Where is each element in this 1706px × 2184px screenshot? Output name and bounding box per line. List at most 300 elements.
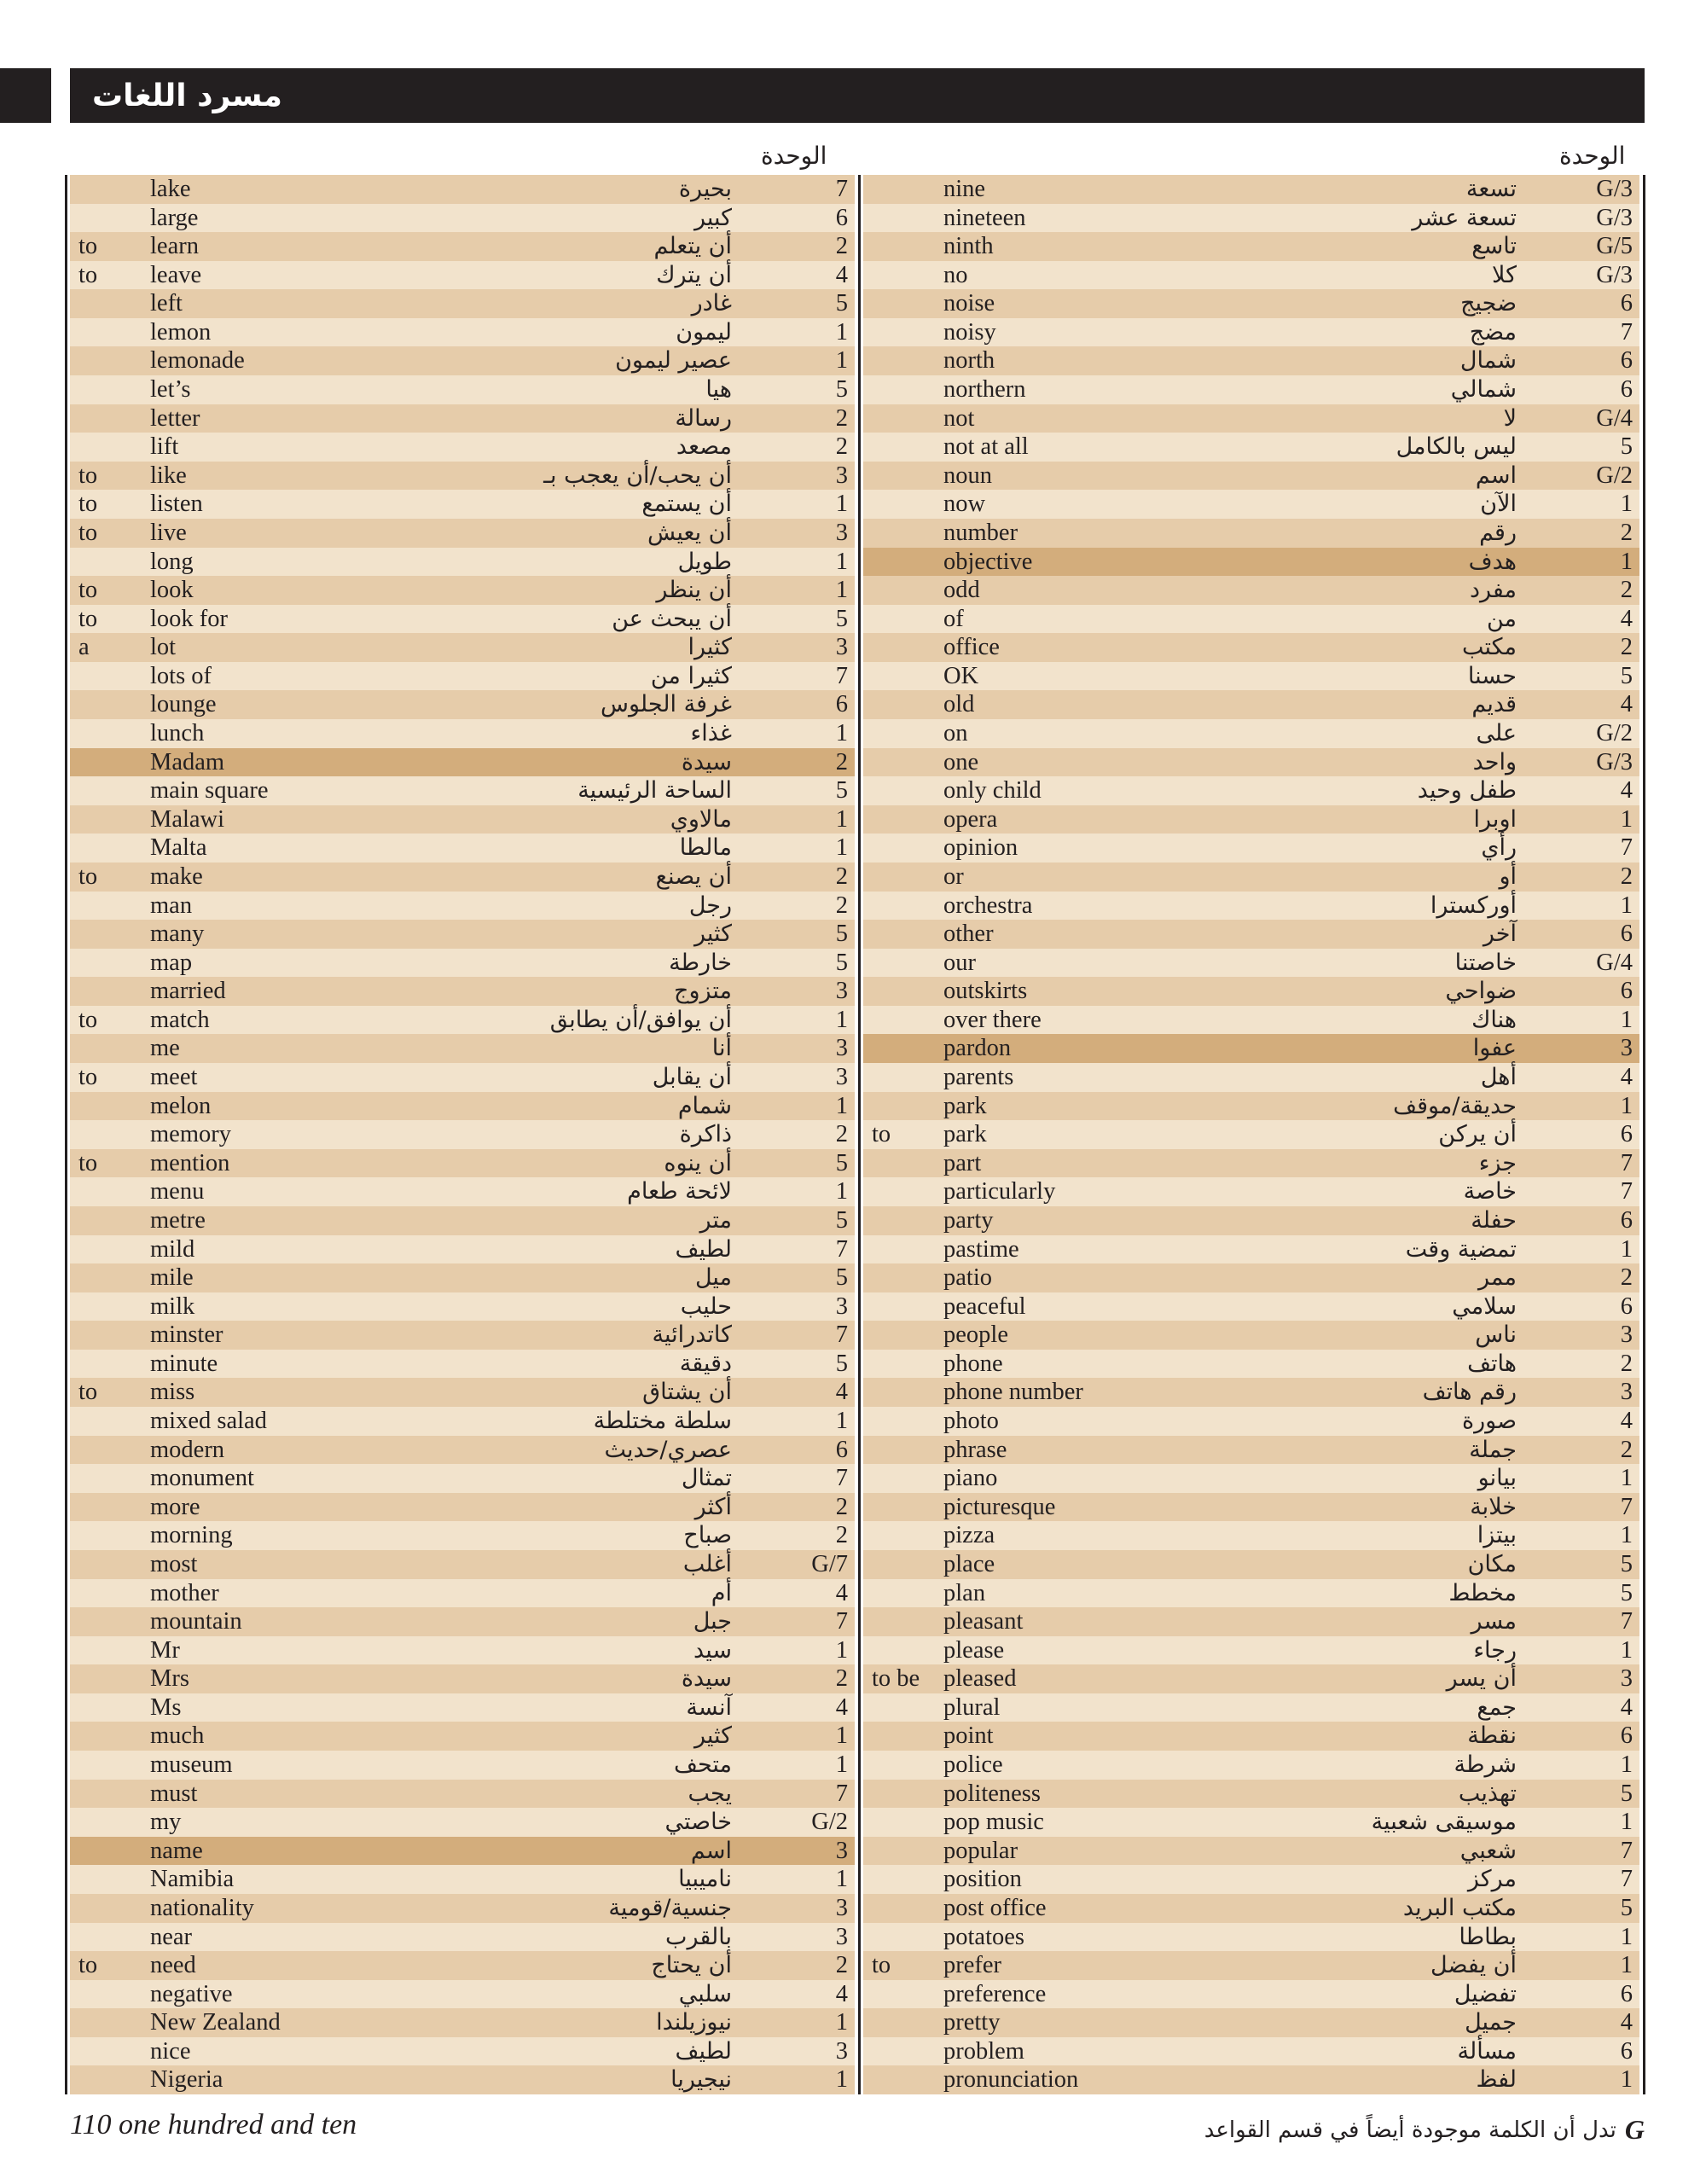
vocab-row (863, 776, 1639, 805)
arabic-translation: أنا (711, 1035, 732, 1062)
arabic-translation: على (1476, 720, 1517, 747)
english-word: objective (943, 548, 1033, 575)
english-word: pleased (943, 1665, 1017, 1693)
english-word: phone number (943, 1379, 1083, 1406)
english-word: minute (150, 1350, 218, 1377)
arabic-translation: حفلة (1471, 1206, 1517, 1234)
unit-number: 4 (835, 1980, 848, 2007)
english-word: live (150, 519, 187, 546)
english-word: Namibia (150, 1866, 235, 1893)
unit-number: 2 (1620, 1350, 1633, 1377)
english-word: opera (943, 805, 998, 833)
unit-number: 3 (1620, 1379, 1633, 1406)
arabic-translation: صورة (1461, 1408, 1517, 1435)
vocab-row (70, 662, 855, 691)
vocab-row (70, 375, 855, 404)
arabic-translation: خلابة (1470, 1493, 1517, 1520)
vocab-row (863, 2008, 1639, 2037)
vocab-row (863, 404, 1639, 433)
unit-number: 5 (835, 949, 848, 976)
unit-number: 3 (835, 519, 848, 546)
arabic-translation: مضج (1469, 318, 1517, 346)
vocab-row (863, 462, 1639, 491)
vocab-row (863, 1263, 1639, 1292)
unit-number: 1 (835, 577, 848, 604)
arabic-translation: مسألة (1457, 2037, 1517, 2065)
english-word: mixed salad (150, 1408, 267, 1435)
english-word: milk (150, 1292, 195, 1320)
unit-number: 1 (835, 318, 848, 346)
unit-number: 6 (1620, 2037, 1633, 2065)
unit-number: 1 (1620, 892, 1633, 919)
english-word: over there (943, 1006, 1042, 1033)
english-word: piano (943, 1465, 998, 1492)
unit-number: 3 (835, 634, 848, 661)
vocab-row (863, 977, 1639, 1006)
grammar-note-text: تدل أن الكلمة موجودة أيضاً في قسم القواعد (1204, 2117, 1616, 2143)
prefix-word: to (78, 462, 98, 489)
vocab-row (70, 346, 855, 375)
arabic-translation: مسر (1471, 1608, 1517, 1635)
vocab-row (70, 2008, 855, 2037)
unit-number: 4 (1620, 605, 1633, 632)
vocab-row (70, 1493, 855, 1522)
unit-number: 5 (835, 376, 848, 404)
arabic-translation: واحد (1472, 748, 1517, 775)
arabic-translation: كثير (693, 921, 732, 948)
unit-number: 7 (835, 176, 848, 202)
arabic-translation: تسعة (1465, 176, 1517, 202)
arabic-translation: غادر (691, 290, 732, 317)
english-word: my (150, 1809, 182, 1836)
unit-number: 1 (1620, 491, 1633, 518)
prefix-word: to (872, 1952, 891, 1979)
arabic-translation: نيوزيلندا (656, 2009, 732, 2036)
unit-number: 7 (1620, 318, 1633, 346)
vocab-row (70, 204, 855, 233)
arabic-translation: مكان (1467, 1550, 1517, 1577)
english-word: not (943, 404, 975, 432)
unit-number: 2 (835, 863, 848, 890)
unit-number: 4 (1620, 2009, 1633, 2036)
prefix-word: to (78, 1006, 98, 1033)
arabic-translation: كلا (1492, 261, 1517, 288)
unit-number: G/2 (1596, 462, 1633, 489)
arabic-translation: تمثال (681, 1465, 732, 1492)
english-word: let’s (150, 376, 191, 404)
arabic-translation: دقيقة (679, 1350, 732, 1377)
vocab-row (70, 690, 855, 719)
english-word: letter (150, 404, 200, 432)
vocab-row (70, 1865, 855, 1894)
prefix-word: to (872, 1121, 891, 1148)
prefix-word: to (78, 519, 98, 546)
unit-number: G/3 (1596, 748, 1633, 775)
arabic-translation: جنسية/قومية (608, 1894, 732, 1921)
english-word: look (150, 577, 194, 604)
arabic-translation: كثيرا (688, 634, 732, 661)
english-word: part (943, 1149, 982, 1176)
english-word: particularly (943, 1178, 1056, 1205)
arabic-translation: تسعة عشر (1412, 204, 1517, 231)
english-word: married (150, 978, 226, 1005)
unit-number: 6 (1620, 1292, 1633, 1320)
arabic-translation: لطيف (675, 2037, 732, 2065)
english-word: Malta (150, 834, 207, 862)
arabic-translation: جبل (693, 1608, 732, 1635)
vocab-row (863, 1923, 1639, 1952)
vocab-row (863, 232, 1639, 261)
unit-number: 3 (1620, 1035, 1633, 1062)
arabic-translation: اسم (1475, 462, 1517, 489)
unit-number: 3 (835, 1035, 848, 1062)
arabic-translation: نقطة (1467, 1722, 1517, 1750)
english-word: Nigeria (150, 2066, 223, 2094)
english-word: parents (943, 1064, 1014, 1091)
vocab-row (70, 261, 855, 290)
arabic-translation: أن يتعلم (653, 233, 732, 260)
vocab-row (863, 1407, 1639, 1436)
vocab-row (70, 1407, 855, 1436)
vocab-row (70, 1837, 855, 1866)
english-word: meet (150, 1064, 198, 1091)
english-word: old (943, 691, 975, 718)
english-word: name (150, 1837, 203, 1864)
unit-number: 5 (1620, 1894, 1633, 1921)
english-word: mother (150, 1579, 219, 1606)
english-word: place (943, 1550, 995, 1577)
vocab-row (863, 1292, 1639, 1321)
english-word: Malawi (150, 805, 225, 833)
english-word: Mr (150, 1636, 180, 1664)
english-word: menu (150, 1178, 205, 1205)
arabic-translation: أن يصنع (655, 863, 732, 890)
arabic-translation: مالاوي (670, 805, 732, 833)
arabic-translation: متحف (674, 1751, 732, 1778)
arabic-translation: ضواحي (1445, 978, 1517, 1005)
english-word: please (943, 1636, 1005, 1664)
vocab-row (70, 1034, 855, 1063)
arabic-translation: قديم (1471, 691, 1517, 718)
english-word: Madam (150, 748, 225, 775)
prefix-word: to (78, 577, 98, 604)
vocab-row (70, 719, 855, 748)
english-word: pronunciation (943, 2066, 1079, 2094)
arabic-translation: حديقة/موقف (1393, 1092, 1517, 1119)
english-word: pastime (943, 1235, 1019, 1263)
arabic-translation: رجل (688, 892, 732, 919)
arabic-translation: عصير ليمون (615, 347, 732, 375)
english-word: park (943, 1121, 987, 1148)
vocab-row (863, 633, 1639, 662)
vocab-row (70, 1321, 855, 1350)
english-word: metre (150, 1206, 206, 1234)
unit-number: 1 (835, 2009, 848, 2036)
unit-number: 7 (835, 1780, 848, 1807)
unit-number: 4 (1620, 1693, 1633, 1721)
unit-number: 1 (1620, 1636, 1633, 1664)
arabic-translation: ممر (1478, 1264, 1517, 1292)
arabic-translation: أكثر (694, 1493, 732, 1520)
arabic-translation: مكتب البريد (1402, 1894, 1517, 1921)
english-word: photo (943, 1408, 999, 1435)
english-word: Mrs (150, 1665, 189, 1693)
arabic-translation: كاتدرائية (652, 1321, 732, 1349)
unit-number: 1 (1620, 1006, 1633, 1033)
unit-number: 7 (835, 1235, 848, 1263)
unit-number: G/2 (1596, 720, 1633, 747)
arabic-translation: أو (1499, 863, 1517, 890)
unit-number: 4 (835, 261, 848, 288)
english-word: popular (943, 1837, 1018, 1864)
unit-number: 6 (1620, 290, 1633, 317)
vocab-row (863, 1636, 1639, 1665)
arabic-translation: أن ينظر (656, 577, 732, 604)
unit-number: 5 (835, 1350, 848, 1377)
vocab-row (70, 1521, 855, 1550)
unit-number: 7 (1620, 1866, 1633, 1893)
unit-number: 1 (835, 1408, 848, 1435)
unit-number: 3 (835, 1064, 848, 1091)
unit-number: 6 (1620, 1722, 1633, 1750)
unit-number: 7 (1620, 1608, 1633, 1635)
unit-number: 7 (835, 662, 848, 689)
unit-number: 1 (1620, 548, 1633, 575)
vocab-row (863, 605, 1639, 634)
arabic-translation: رسالة (675, 404, 732, 432)
english-word: museum (150, 1751, 233, 1778)
arabic-translation: أن يفضل (1430, 1952, 1517, 1979)
unit-number: 7 (835, 1321, 848, 1349)
english-word: lake (150, 176, 191, 202)
english-word: OK (943, 662, 979, 689)
arabic-translation: أن يستمع (641, 491, 732, 518)
unit-number: 1 (835, 1006, 848, 1033)
unit-number: 1 (1620, 1465, 1633, 1492)
unit-number: 3 (835, 2037, 848, 2065)
vocab-row (863, 892, 1639, 921)
vocab-row (863, 1206, 1639, 1235)
arabic-translation: أن يترك (656, 261, 732, 288)
prefix-word: to (78, 863, 98, 890)
arabic-translation: صباح (683, 1522, 732, 1549)
arabic-translation: لا (1503, 404, 1517, 432)
unit-number: 1 (1620, 805, 1633, 833)
vocab-row (70, 1951, 855, 1980)
arabic-translation: حليب (680, 1292, 732, 1320)
unit-number: 5 (1620, 1550, 1633, 1577)
arabic-translation: مفرد (1469, 577, 1517, 604)
unit-number: 7 (1620, 1178, 1633, 1205)
vocab-row (863, 1837, 1639, 1866)
vocab-row (70, 1092, 855, 1121)
unit-number: 7 (1620, 1837, 1633, 1864)
vocab-row (863, 1751, 1639, 1780)
english-word: one (943, 748, 979, 775)
vocab-row (70, 1120, 855, 1149)
vocab-row (863, 204, 1639, 233)
prefix-word: to (78, 605, 98, 632)
english-word: number (943, 519, 1018, 546)
vocab-row (863, 920, 1639, 949)
arabic-translation: سيدة (681, 1665, 732, 1693)
vocab-row (70, 1350, 855, 1379)
unit-number: 2 (835, 1522, 848, 1549)
vocab-row (863, 1235, 1639, 1264)
unit-number: 2 (835, 433, 848, 461)
arabic-translation: لفظ (1476, 2066, 1517, 2094)
vocab-row (863, 433, 1639, 462)
right-unit-heading: الوحدة (1559, 142, 1626, 170)
english-word: negative (150, 1980, 233, 2007)
unit-number: 1 (835, 1178, 848, 1205)
arabic-translation: رأي (1481, 834, 1517, 862)
arabic-translation: الساحة الرئيسية (577, 777, 732, 804)
vocab-row (70, 920, 855, 949)
prefix-word: to be (872, 1665, 920, 1693)
english-word: point (943, 1722, 994, 1750)
unit-number: 5 (835, 1264, 848, 1292)
unit-number: 2 (835, 892, 848, 919)
english-word: miss (150, 1379, 195, 1406)
english-word: long (150, 548, 194, 575)
arabic-translation: شرطة (1454, 1751, 1517, 1778)
unit-number: 6 (1620, 347, 1633, 375)
arabic-translation: رقم (1479, 519, 1517, 546)
english-word: melon (150, 1092, 212, 1119)
arabic-translation: متزوج (674, 978, 732, 1005)
english-word: make (150, 863, 203, 890)
prefix-word: to (78, 1149, 98, 1176)
arabic-translation: لائحة طعام (627, 1178, 732, 1205)
english-word: problem (943, 2037, 1024, 2065)
unit-number: 2 (1620, 519, 1633, 546)
vocab-row (70, 490, 855, 519)
vocab-row (863, 1894, 1639, 1923)
vocab-row (70, 576, 855, 605)
english-word: orchestra (943, 892, 1033, 919)
unit-number: 7 (1620, 834, 1633, 862)
unit-number: 1 (1620, 1235, 1633, 1263)
english-word: more (150, 1493, 200, 1520)
unit-number: 5 (1620, 1579, 1633, 1606)
vocab-row (863, 289, 1639, 318)
arabic-translation: خاصتي (664, 1809, 732, 1836)
arabic-translation: كثيرا من (650, 662, 732, 689)
arabic-translation: شمام (677, 1092, 732, 1119)
vocab-row (863, 1579, 1639, 1608)
english-word: potatoes (943, 1923, 1024, 1950)
vocab-row (70, 2065, 855, 2094)
page-header (70, 68, 1645, 123)
unit-number: 1 (1620, 1522, 1633, 1549)
vocab-row (70, 1693, 855, 1722)
right-outer-rule (1643, 175, 1645, 2094)
arabic-translation: أن يوافق/أن يطابق (549, 1006, 732, 1033)
english-word: now (943, 491, 986, 518)
arabic-translation: رقم هاتف (1422, 1379, 1517, 1406)
arabic-translation: موسيقى شعبية (1371, 1809, 1517, 1836)
vocab-row (863, 1865, 1639, 1894)
unit-number: 6 (1620, 376, 1633, 404)
unit-number: 4 (1620, 1408, 1633, 1435)
english-word: mountain (150, 1608, 242, 1635)
english-word: picturesque (943, 1493, 1056, 1520)
arabic-translation: سيدة (681, 748, 732, 775)
arabic-translation: آنسة (686, 1693, 732, 1721)
arabic-translation: ناس (1475, 1321, 1517, 1349)
unit-number: 2 (1620, 863, 1633, 890)
unit-number: 2 (835, 1665, 848, 1693)
vocab-row (863, 1808, 1639, 1837)
unit-number: 2 (835, 1121, 848, 1148)
vocab-row (70, 605, 855, 634)
english-word: peaceful (943, 1292, 1026, 1320)
unit-number: 1 (835, 1866, 848, 1893)
vocab-row (863, 1722, 1639, 1751)
arabic-translation: تمضية وقت (1405, 1235, 1517, 1263)
english-word: no (943, 261, 968, 288)
vocab-row (70, 805, 855, 834)
arabic-translation: أم (711, 1579, 732, 1606)
vocab-row (70, 289, 855, 318)
arabic-translation: عفوا (1472, 1035, 1517, 1062)
english-word: much (150, 1722, 205, 1750)
vocab-row (70, 232, 855, 261)
prefix-word: to (78, 1064, 98, 1091)
english-word: many (150, 921, 205, 948)
unit-number: 4 (835, 1693, 848, 1721)
vocab-row (70, 633, 855, 662)
english-word: of (943, 605, 964, 632)
grammar-note (1204, 2114, 1645, 2146)
unit-number: 1 (835, 548, 848, 575)
english-word: like (150, 462, 187, 489)
arabic-translation: خارطة (669, 949, 732, 976)
arabic-translation: بالقرب (665, 1923, 732, 1950)
unit-number: 6 (1620, 1121, 1633, 1148)
vocab-row (863, 548, 1639, 577)
arabic-translation: أن ينوه (664, 1149, 732, 1176)
arabic-translation: غرفة الجلوس (601, 691, 732, 718)
arabic-translation: لطيف (675, 1235, 732, 1263)
english-word: phrase (943, 1436, 1007, 1463)
unit-number: 2 (835, 748, 848, 775)
unit-number: 6 (835, 691, 848, 718)
english-word: monument (150, 1465, 254, 1492)
english-word: noise (943, 290, 995, 317)
vocab-row (863, 1321, 1639, 1350)
vocab-row (70, 977, 855, 1006)
vocab-row (863, 1980, 1639, 2009)
vocab-row (70, 1751, 855, 1780)
vocab-row (863, 1120, 1639, 1149)
unit-number: 2 (835, 233, 848, 260)
english-word: need (150, 1952, 196, 1979)
unit-number: 1 (835, 1722, 848, 1750)
vocab-row (70, 748, 855, 777)
prefix-word: a (78, 634, 90, 661)
unit-number: 5 (835, 290, 848, 317)
unit-number: 4 (1620, 691, 1633, 718)
arabic-translation: مالطا (679, 834, 732, 862)
arabic-translation: أن يعيش (647, 519, 732, 546)
arabic-translation: جمع (1477, 1693, 1517, 1721)
vocab-row (863, 1493, 1639, 1522)
vocab-row (70, 1780, 855, 1809)
arabic-translation: بطاطا (1459, 1923, 1517, 1950)
vocab-row (70, 1607, 855, 1636)
